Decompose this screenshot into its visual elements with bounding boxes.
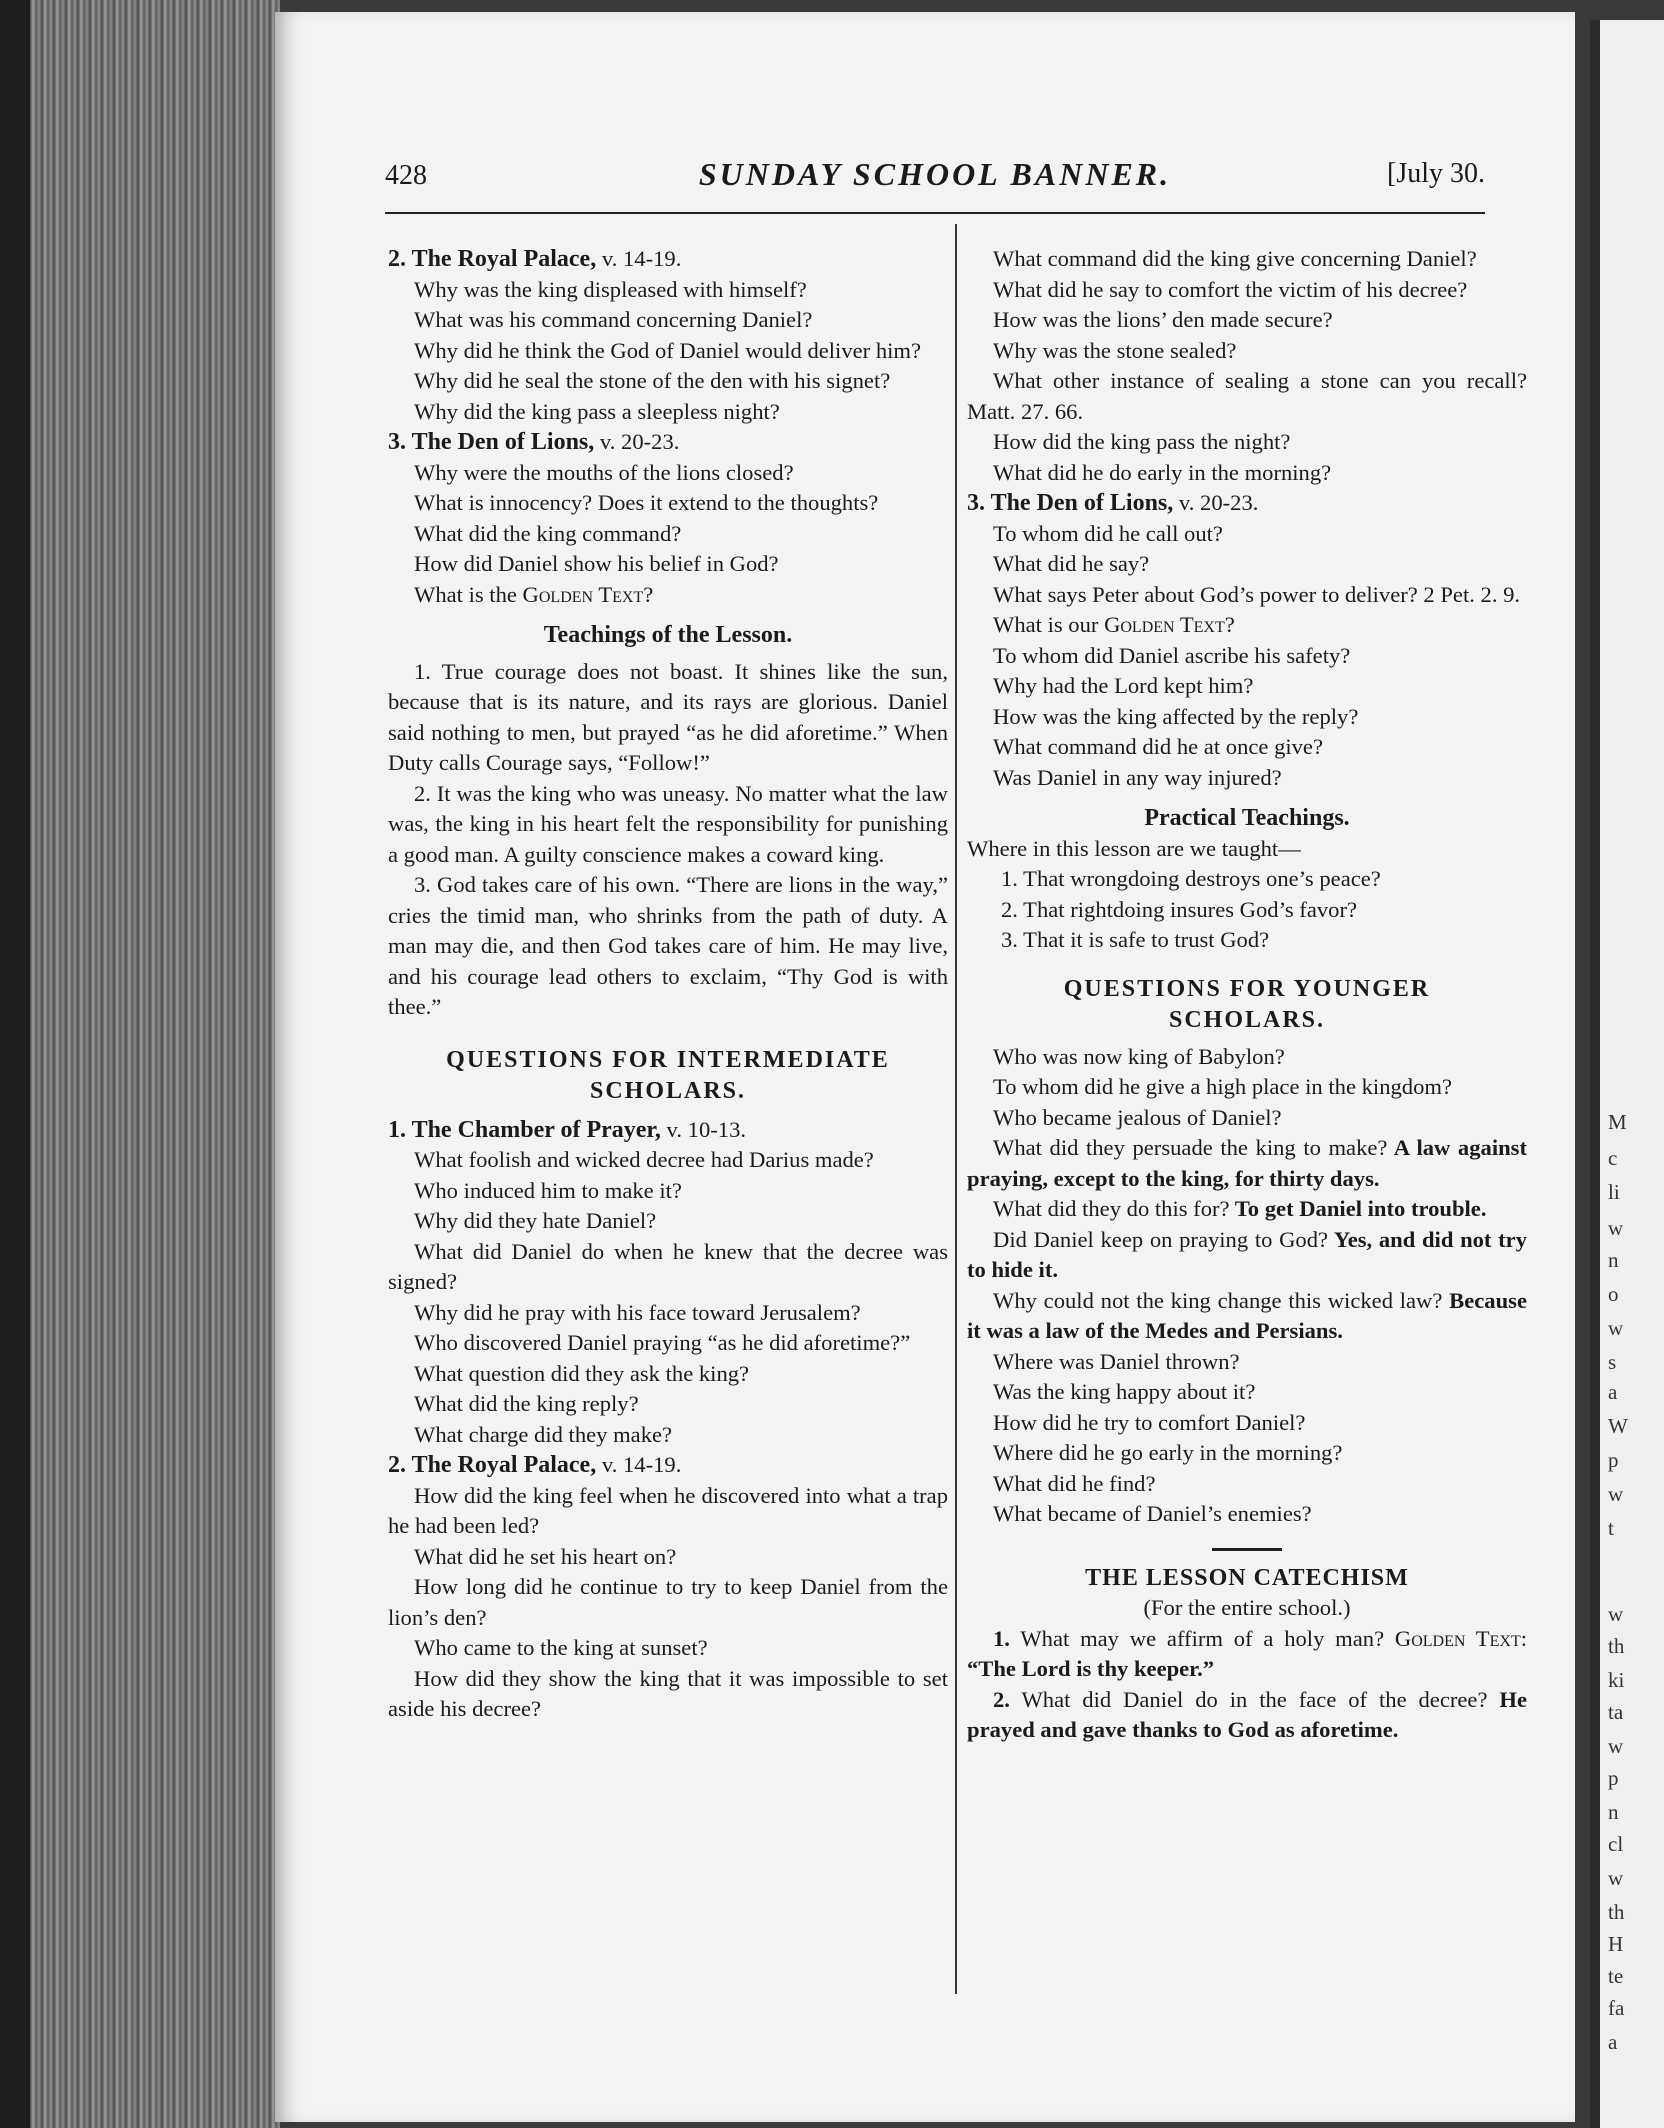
section-heading: 1. The Chamber of Prayer, v. 10-13. (388, 1116, 747, 1143)
question: How did the king feel when he discovered into what a trap he had been led? (388, 1482, 948, 1538)
question: Who induced him to make it? (414, 1177, 682, 1203)
next-page-fragment: th (1608, 1900, 1625, 1924)
question: Why was the king displeased with himself? (414, 276, 807, 302)
question: Why did he pray with his face toward Jerusalem? (414, 1299, 861, 1325)
question: What did he say to comfort the victim of his decree? (993, 276, 1468, 302)
next-page-fragment: li (1608, 1180, 1620, 1204)
next-page-fragment: w (1608, 1482, 1624, 1506)
question: What question did they ask the king? (414, 1360, 750, 1386)
question: What foolish and wicked decree had Darius made? (414, 1147, 874, 1172)
practical-item: 1. That wrongdoing destroys one’s peace? (1001, 866, 1381, 891)
column-rule (955, 224, 957, 1994)
younger-answer: Yes, and did not try to hide it. (967, 1226, 1527, 1282)
question: Why did he seal the stone of the den with his signet? (414, 368, 891, 393)
next-page-fragment: te (1608, 1964, 1624, 1988)
next-page-fragment: th (1608, 1634, 1625, 1658)
question: What was his command concerning Daniel? (414, 307, 813, 332)
younger-question: Where was Daniel thrown? (993, 1348, 1240, 1374)
question: How did they show the king that it was impossible to set aside his decree? (388, 1665, 948, 1721)
question: Why was the stone sealed? (993, 337, 1237, 363)
catechism-question-1: 1. What may we affirm of a holy man? Golden Text: “The Lord is thy keeper.” (967, 1625, 1527, 1681)
question: Who came to the king at sunset? (414, 1635, 708, 1660)
younger-question: Did Daniel keep on praying to God? Yes, and did not try to hide it. (967, 1226, 1527, 1282)
next-page-fragment: s (1608, 1350, 1617, 1374)
page-header (385, 152, 1485, 202)
next-page-fragment: fa (1608, 1996, 1625, 2020)
practical-title: Practical Teachings. (1144, 805, 1350, 831)
section-heading: 3. The Den of Lions, v. 20-23. (388, 429, 680, 455)
practical-intro: Where in this lesson are we taught— (967, 835, 1301, 861)
question: What command did he at once give? (993, 734, 1323, 759)
section-heading: 2. The Royal Palace, v. 14-19. (388, 1452, 682, 1478)
next-page-fragment: n (1608, 1248, 1619, 1272)
question: Why were the mouths of the lions closed? (414, 459, 794, 485)
younger-answer: To get Daniel into trouble. (1229, 1196, 1487, 1221)
teaching-item: 2. It was the king who was uneasy. No matter what the law was, the king in his heart felt the responsibility for punishing a good man. A guilty conscience makes a coward king. (388, 780, 948, 867)
book-page-edges (0, 0, 280, 2128)
question: Why did he think the God of Daniel would deliver him? (414, 337, 921, 363)
question: How did Daniel show his belief in God? (414, 551, 779, 576)
section-heading: 2. The Royal Palace, v. 14-19. (388, 246, 682, 272)
next-page-fragment: H (1608, 1932, 1624, 1956)
next-page-fragment: p (1608, 1766, 1619, 1790)
next-page-fragment: t (1608, 1516, 1614, 1540)
practical-item: 2. That rightdoing insures God’s favor? (1001, 896, 1358, 922)
younger-question: Was the king happy about it? (993, 1379, 1256, 1404)
teaching-item: 1. True courage does not boast. It shines like the sun, because that is its nature, and its rays are glorious. Daniel said nothing to men, but prayed “as he did aforetime.” When Duty calls Courage says, “Follow!” (388, 658, 948, 775)
next-page-fragment: w (1608, 1316, 1624, 1340)
question: What did he say? (993, 551, 1150, 576)
younger-answer: A law against praying, except to the king, for thirty days. (967, 1135, 1527, 1191)
page-number: 428 (385, 160, 427, 191)
right-column (967, 244, 1527, 1746)
younger-question: Where did he go early in the morning? (993, 1440, 1343, 1465)
younger-title: QUESTIONS FOR YOUNGER SCHOLARS. (1063, 975, 1431, 1033)
next-page-edge (1590, 20, 1664, 2128)
question: What is innocency? Does it extend to the thoughts? (414, 490, 879, 515)
teachings-title: Teachings of the Lesson. (543, 622, 793, 648)
running-head: SUNDAY SCHOOL BANNER. (698, 156, 1172, 192)
next-page-fragment: a (1608, 2030, 1618, 2054)
question: What command did the king give concerning Daniel? (993, 246, 1477, 271)
younger-question: To whom did he give a high place in the kingdom? (993, 1074, 1452, 1099)
next-page-fragment: W (1608, 1414, 1628, 1438)
catechism-subtitle: (For the entire school.) (1143, 1595, 1351, 1620)
next-page-fragment: w (1608, 1216, 1624, 1240)
younger-question: Who became jealous of Daniel? (993, 1104, 1282, 1130)
younger-questions (967, 1042, 1527, 1530)
next-page-fragment: cl (1608, 1832, 1624, 1856)
next-page-fragment: M (1608, 1110, 1627, 1134)
next-page-fragment: o (1608, 1282, 1619, 1306)
question: What is the Golden Text? (414, 581, 654, 607)
next-page-fragment: w (1608, 1602, 1624, 1626)
catechism-question-2: 2. What did Daniel do in the face of the decree? He prayed and gave thanks to God as aforetime. (967, 1686, 1527, 1742)
question: What did Daniel do when he knew that the decree was signed? (388, 1238, 948, 1294)
next-page-fragment: w (1608, 1866, 1624, 1890)
question: What did he do early in the morning? (993, 459, 1332, 485)
question: What did the king reply? (414, 1391, 639, 1416)
question: To whom did he call out? (993, 520, 1223, 546)
next-page-fragment: n (1608, 1800, 1619, 1824)
question: What is our Golden Text? (993, 612, 1235, 637)
next-page-fragment: ki (1608, 1668, 1625, 1692)
question: Why did the king pass a sleepless night? (414, 398, 780, 424)
header-rule (385, 212, 1485, 214)
next-page-fragment: ta (1608, 1700, 1624, 1724)
left-column (388, 244, 948, 1725)
catechism-title: THE LESSON CATECHISM (1085, 1564, 1409, 1591)
section-heading: 3. The Den of Lions, v. 20-23. (967, 490, 1259, 516)
younger-answer: Because it was a law of the Medes and Persians. (967, 1287, 1527, 1343)
question: Who discovered Daniel praying “as he did aforetime?” (414, 1330, 911, 1355)
younger-question: What did they do this for? To get Daniel into trouble. (993, 1196, 1487, 1221)
question: Was Daniel in any way injured? (993, 764, 1282, 790)
question: How did the king pass the night? (993, 429, 1291, 454)
question: What other instance of sealing a stone can you recall? Matt. 27. 66. (967, 368, 1527, 424)
teaching-item: 3. God takes care of his own. “There are lions in the way,” cries the timid man, who shrinks from the path of duty. A man may die, and then God takes care of him. He may live, and his courage lead others to exclaim, “Thy God is with thee.” (388, 872, 948, 1019)
question: Why did they hate Daniel? (414, 1208, 657, 1233)
younger-question: Why could not the king change this wicked law? Because it was a law of the Medes and Persians. (967, 1287, 1527, 1343)
younger-question: How did he try to comfort Daniel? (993, 1409, 1306, 1435)
next-page-fragment: c (1608, 1146, 1618, 1170)
question: How long did he continue to try to keep Daniel from the lion’s den? (388, 1574, 948, 1630)
question: What did he set his heart on? (414, 1543, 677, 1569)
section-divider (1212, 1548, 1282, 1551)
younger-question: Who was now king of Babylon? (993, 1043, 1285, 1069)
question: How was the lions’ den made secure? (993, 307, 1333, 332)
question: What did the king command? (414, 520, 682, 546)
younger-question: What did they persuade the king to make? A law against praying, except to the king, for thirty days. (967, 1135, 1527, 1191)
page (275, 12, 1575, 2122)
younger-question: What became of Daniel’s enemies? (993, 1501, 1312, 1526)
question: To whom did Daniel ascribe his safety? (993, 642, 1351, 668)
practical-item: 3. That it is safe to trust God? (1001, 927, 1270, 952)
book-spine-shadow (0, 0, 30, 2128)
next-page-fragment: p (1608, 1448, 1619, 1472)
issue-date: [July 30. (1387, 158, 1485, 189)
younger-question: What did he find? (993, 1470, 1156, 1496)
next-page-fragment: w (1608, 1734, 1624, 1758)
next-page-fragment: a (1608, 1380, 1618, 1404)
question: How was the king affected by the reply? (993, 703, 1359, 729)
intermediate-title: QUESTIONS FOR INTERMEDIATE SCHOLARS. (446, 1046, 890, 1104)
question: What says Peter about God’s power to deliver? 2 Pet. 2. 9. (993, 581, 1521, 607)
question: What charge did they make? (414, 1421, 673, 1447)
question: Why had the Lord kept him? (993, 673, 1254, 698)
